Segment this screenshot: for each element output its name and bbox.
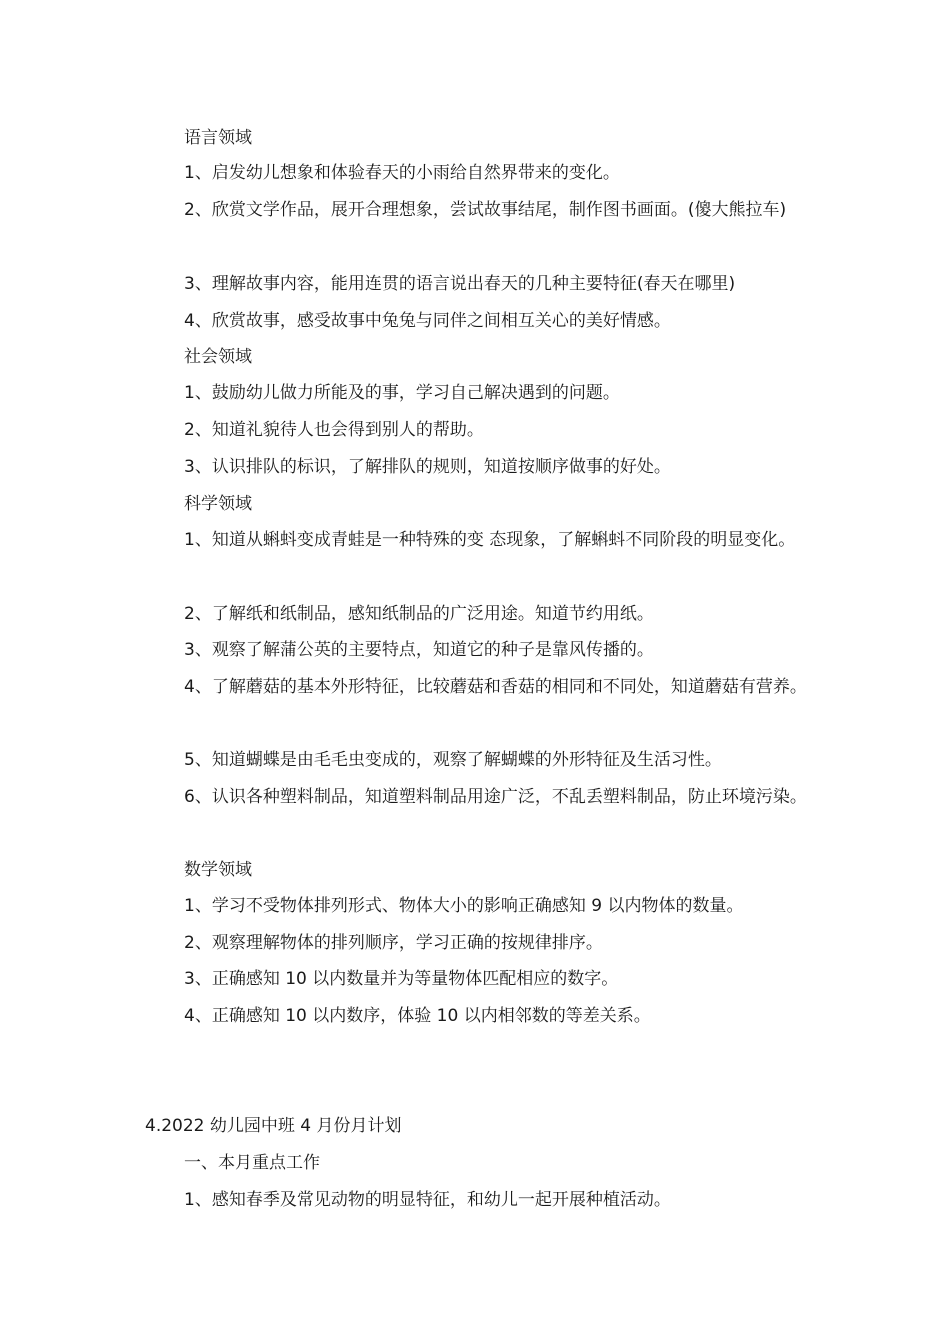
section-heading-science: 科学领域 bbox=[184, 494, 252, 514]
list-item: 2、欣赏文学作品，展开合理想象，尝试故事结尾，制作图书画面。(傻大熊拉车) bbox=[184, 200, 787, 220]
list-item: 1、启发幼儿想象和体验春天的小雨给自然界带来的变化。 bbox=[184, 163, 620, 183]
list-item: 2、了解纸和纸制品，感知纸制品的广泛用途。知道节约用纸。 bbox=[184, 604, 654, 624]
section-heading-social: 社会领域 bbox=[184, 347, 252, 367]
list-item: 2、知道礼貌待人也会得到别人的帮助。 bbox=[184, 420, 484, 440]
list-item: 6、认识各种塑料制品，知道塑料制品用途广泛，不乱丢塑料制品，防止环境污染。 bbox=[184, 787, 807, 807]
list-item: 3、认识排队的标识，了解排队的规则，知道按顺序做事的好处。 bbox=[184, 457, 671, 477]
list-item: 1、鼓励幼儿做力所能及的事，学习自己解决遇到的问题。 bbox=[184, 383, 620, 403]
list-item: 3、理解故事内容，能用连贯的语言说出春天的几种主要特征(春天在哪里) bbox=[184, 274, 736, 294]
section-heading-language: 语言领域 bbox=[184, 128, 252, 148]
list-item: 3、观察了解蒲公英的主要特点，知道它的种子是靠风传播的。 bbox=[184, 640, 654, 660]
list-item: 1、知道从蝌蚪变成青蛙是一种特殊的变 态现象，了解蝌蚪不同阶段的明显变化。 bbox=[184, 530, 796, 550]
list-item: 4、了解蘑菇的基本外形特征，比较蘑菇和香菇的相同和不同处，知道蘑菇有营养。 bbox=[184, 677, 807, 697]
section-heading-math: 数学领域 bbox=[184, 860, 252, 880]
list-item: 2、观察理解物体的排列顺序，学习正确的按规律排序。 bbox=[184, 933, 603, 953]
list-item: 5、知道蝴蝶是由毛毛虫变成的，观察了解蝴蝶的外形特征及生活习性。 bbox=[184, 750, 722, 770]
list-item: 3、正确感知 10 以内数量并为等量物体匹配相应的数字。 bbox=[184, 969, 619, 989]
list-item: 4、欣赏故事，感受故事中兔兔与同伴之间相互关心的美好情感。 bbox=[184, 311, 671, 331]
list-item: 1、学习不受物体排列形式、物体大小的影响正确感知 9 以内物体的数量。 bbox=[184, 896, 744, 916]
subheading: 一、本月重点工作 bbox=[184, 1153, 320, 1173]
list-item: 1、感知春季及常见动物的明显特征，和幼儿一起开展种植活动。 bbox=[184, 1190, 671, 1210]
section-title: 4.2022 幼儿园中班 4 月份月计划 bbox=[145, 1116, 402, 1136]
list-item: 4、正确感知 10 以内数序，体验 10 以内相邻数的等差关系。 bbox=[184, 1006, 651, 1026]
